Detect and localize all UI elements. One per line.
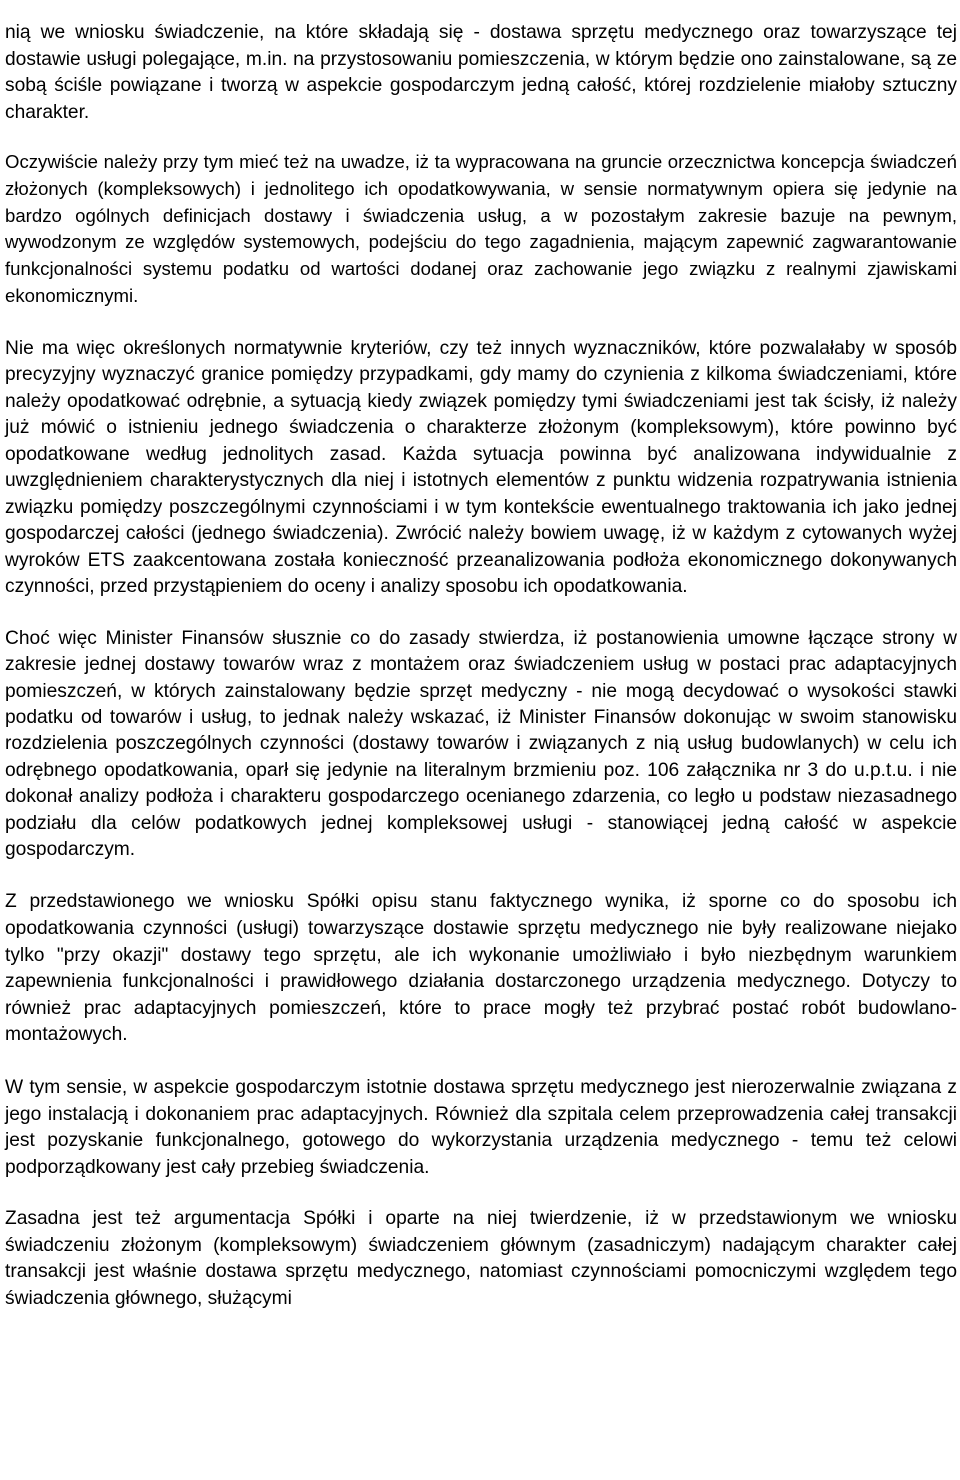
- paragraph-2: Oczywiście należy przy tym mieć też na uwadze, iż ta wypracowana na gruncie orzecznictwa koncepcja świadczeń złożonych (kompleksowych) i jednolitego ich opodatkowywania, w sensie normatywnym opiera się jedynie na bardzo ogólnych definicjach dostawy i świadczenia usług, a w pozostałym zakresie bazuje na pewnym, wywodzonym ze względów systemowych, podejściu do tego zagadnienia, mającym zapewnić zagwarantowanie funkcjonalności systemu podatku od wartości dodanej oraz zachowanie jego związku z realnymi zjawiskami ekonomicznymi.: [5, 151, 957, 306]
- document-page: [0, 20, 960, 1480]
- paragraph-6: W tym sensie, w aspekcie gospodarczym istotnie dostawa sprzętu medycznego jest nierozerwalnie związana z jego instalacją i dokonaniem prac adaptacyjnych. Również dla szpitala celem przeprowadzenia całej transakcji jest pozyskanie funkcjonalnego, gotowego do wykorzystania urządzenia medycznego - temu też celowi podporządkowany jest cały przebieg świadczenia.: [5, 1077, 957, 1178]
- paragraph-5: Z przedstawionego we wniosku Spółki opisu stanu faktycznego wynika, iż sporne co do sposobu ich opodatkowania czynności (usługi) towarzyszące dostawie sprzętu medycznego nie były realizowane niejako tylko "przy okazji" dostawy tego sprzętu, ale ich wykonanie umożliwiało i było niezbędnym warunkiem zapewnienia funkcjonalności i prawidłowego działania dostarczonego urządzenia medycznego. Dotyczy to również prac adaptacyjnych pomieszczeń, które to prace mogły też przybrać postać robót budowlano-montażowych.: [5, 891, 957, 1046]
- paragraph-4: Choć więc Minister Finansów słusznie co do zasady stwierdza, iż postanowienia umowne łączące strony w zakresie jednej dostawy towarów wraz z montażem oraz świadczeniem usług w postaci prac adaptacyjnych pomieszczeń, w których zainstalowany będzie sprzęt medyczny - nie mogą decydować o wysokości stawki podatku od towarów i usług, to jednak należy wskazać, iż Minister Finansów dokonując w swoim stanowisku rozdzielenia poszczególnych czynności (dostawy towarów i związanych z nią usług budowlanych) w celu ich odrębnego opodatkowania, oparł się jedynie na literalnym brzmieniu poz. 106 załącznika nr 3 do u.p.t.u. i nie dokonał analizy podłoża i charakteru gospodarczego ocenianego zdarzenia, co legło u podstaw niezasadnego podziału dla celów podatkowych jednej kompleksowej usługi - stanowiącej jedną całość w aspekcie gospodarczym.: [5, 627, 957, 861]
- paragraph-3: Nie ma więc określonych normatywnie kryteriów, czy też innych wyznaczników, które pozwalałaby w sposób precyzyjny wyznaczyć granice pomiędzy przypadkami, gdy mamy do czynienia z kilkoma świadczeniami, które należy opodatkować odrębnie, a sytuacją kiedy związek pomiędzy tymi świadczeniami jest tak ścisły, iż należy już mówić o istnieniu jednego świadczenia o charakterze złożonym (kompleksowym), które powinno być opodatkowane według jednolitych zasad. Każda sytuacja powinna być analizowana indywidualnie z uwzględnieniem charakterystycznych dla niej i istotnych elementów z punktu widzenia rozpatrywania istnienia związku pomiędzy poszczególnymi czynnościami i w tym kontekście ewentualnego traktowania ich jako jednej gospodarczej całości (jednego świadczenia). Zwrócić należy bowiem uwagę, iż w każdym z cytowanych wyżej wyroków ETS zaakcentowana została konieczność przeanalizowania podłoża ekonomicznego dokonywanych czynności, przed przystąpieniem do oceny i analizy sposobu ich opodatkowania.: [5, 337, 957, 598]
- paragraph-7: Zasadna jest też argumentacja Spółki i oparte na niej twierdzenie, iż w przedstawionym we wniosku świadczeniu złożonym (kompleksowym) świadczeniem głównym (zasadniczym) nadającym charakter całej transakcji jest właśnie dostawa sprzętu medycznego, natomiast czynnościami pomocniczymi względem tego świadczenia głównego, służącymi: [5, 1208, 957, 1309]
- paragraph-1: nią we wniosku świadczenie, na które składają się - dostawa sprzętu medycznego oraz towarzyszące tej dostawie usługi polegające, m.in. na przystosowaniu pomieszczenia, w którym będzie ono zainstalowane, są ze sobą ściśle powiązane i tworzą w aspekcie gospodarczym jedną całość, której rozdzielenie miałoby sztuczny charakter.: [5, 22, 957, 123]
